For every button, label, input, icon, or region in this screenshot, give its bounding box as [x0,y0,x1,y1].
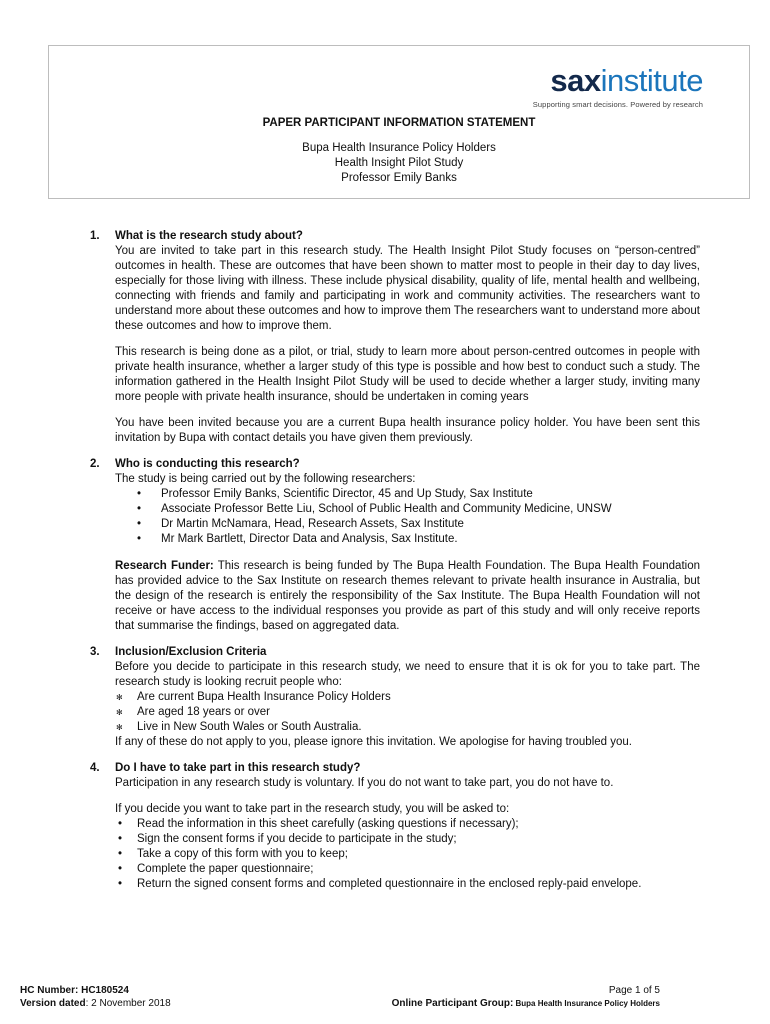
document-body [90,229,700,904]
version-label: Version dated [20,998,86,1009]
footer-right [392,984,660,1010]
section-title: Who is conducting this research? [115,458,300,470]
subtitle-investigator: Professor Emily Banks [341,172,457,184]
logo-sax: sax [550,63,601,98]
version-dated [20,997,171,1010]
logo-tagline: Supporting smart decisions. Powered by research [532,100,703,109]
section-number: 1. [90,230,100,242]
researcher-list [115,487,700,547]
group-name: Bupa Health Insurance Policy Holders [513,999,660,1008]
list-item: • Associate Professor Bette Liu, School of Public Health and Community Medicine, UNSW [115,502,700,517]
list-item: • Professor Emily Banks, Scientific Director, 45 and Up Study, Sax Institute [115,487,700,502]
subtitle-study-name: Health Insight Pilot Study [334,157,464,169]
participant-group [392,997,660,1010]
document-title: PAPER PARTICIPANT INFORMATION STATEMENT [262,117,536,129]
list-item: ✻ Are aged 18 years or over [115,705,700,720]
paragraph: If you decide you want to take part in the research study, you will be asked to: [115,803,510,815]
paragraph: You are invited to take part in this research study. The Health Insight Pilot Study focuses on “person-centred” outcomes in health. These are outcomes that have been shown to matter most to people in their day to day lives, especially for those living with illness. These include physical disability, quality of life, mental health and wellbeing, connecting with friends and family and participating in work and community activities. The researchers want to understand more about these outcomes and how to improve them The researchers want to understand more about these outcomes and how to improve them. [115,245,700,332]
subtitle-policy-holders: Bupa Health Insurance Policy Holders [302,142,496,154]
section-1 [90,229,700,446]
paragraph: Participation in any research study is voluntary. If you do not want to take part, you do not have to. [115,777,614,789]
logo-wordmark [533,64,703,98]
section-title: Do I have to take part in this research study? [115,762,361,774]
steps-list [115,817,700,892]
sax-institute-logo [533,64,703,109]
funder-paragraph [115,559,700,634]
paragraph: You have been invited because you are a current Bupa health insurance policy holder. You have been sent this invitation by Bupa with contact details you have given them previously. [115,417,700,444]
group-label: Online Participant Group: [391,998,514,1009]
version-value: : 2 November 2018 [85,998,171,1009]
section-title: Inclusion/Exclusion Criteria [115,646,267,658]
logo-institute: institute [600,63,703,98]
list-item: • Read the information in this sheet carefully (asking questions if necessary); [115,817,700,832]
list-item: ✻ Live in New South Wales or South Australia. [115,720,700,735]
list-item: • Sign the consent forms if you decide to participate in the study; [115,832,700,847]
page-number: Page 1 of 5 [608,985,660,996]
funder-label: Research Funder: [115,560,214,572]
list-item: ✻ Are current Bupa Health Insurance Policy Holders [115,690,700,705]
section-number: 4. [90,762,100,774]
document-subtitles [49,141,749,186]
section-2 [90,457,700,634]
paragraph: Before you decide to participate in this research study, we need to ensure that it is ok for you to take part. The research study is looking recruit people who: [115,661,700,688]
paragraph: This research is being done as a pilot, or trial, study to learn more about person-centred outcomes in people with private health insurance, whether a larger study of this type is possible and how best to conduct such a study. The information gathered in the Health Insight Pilot Study will be used to decide whether a larger study, inviting many more people with private health insurance, should be undertaken in coming years [115,346,700,403]
hc-number: HC Number: HC180524 [20,985,129,996]
funder-text: This research is being funded by The Bupa Health Foundation. The Bupa Health Foundation has provided advice to the Sax Institute on research themes relevant to private health insurance in Australia, but the design of the research is entirely the responsibility of the Sax Institute. The Bupa Health Foundation will not receive or have access to the individual responses you provide as part of this study and will only receive reports that summarise the findings, based on aggregated data. [115,560,700,632]
list-item: • Complete the paper questionnaire; [115,862,700,877]
list-item: • Take a copy of this form with you to keep; [115,847,700,862]
list-item: • Mr Mark Bartlett, Director Data and Analysis, Sax Institute. [115,532,700,547]
section-3 [90,645,700,750]
criteria-list [115,690,700,735]
section-4 [90,761,700,892]
paragraph: The study is being carried out by the following researchers: [115,473,416,485]
paragraph: If any of these do not apply to you, please ignore this invitation. We apologise for having troubled you. [115,736,632,748]
list-item: • Dr Martin McNamara, Head, Research Assets, Sax Institute [115,517,700,532]
section-title: What is the research study about? [115,230,303,242]
section-number: 3. [90,646,100,658]
header-box [48,45,750,199]
list-item: • Return the signed consent forms and completed questionnaire in the enclosed reply-paid envelope. [115,877,700,892]
section-number: 2. [90,458,100,470]
footer-left [20,984,171,1010]
